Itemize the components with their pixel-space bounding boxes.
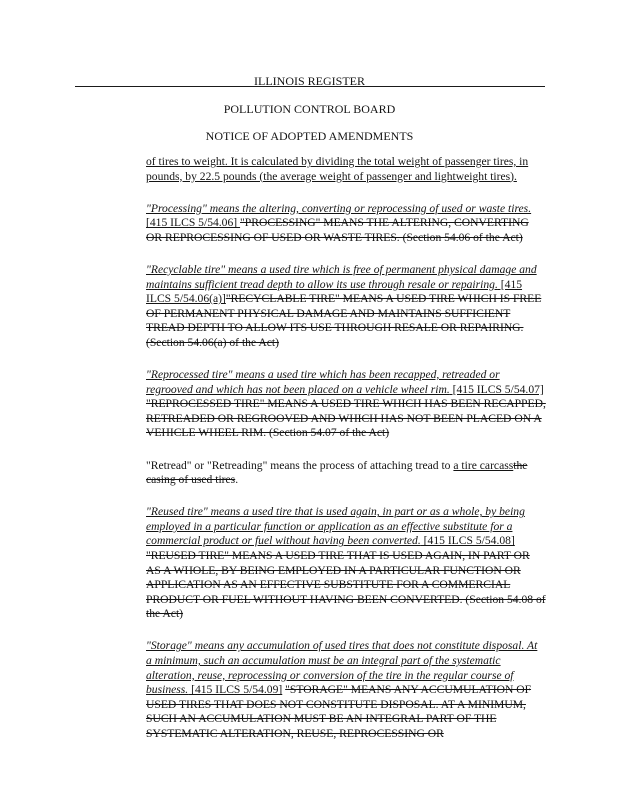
deleted-text: "REUSED TIRE" MEANS A USED TIRE THAT IS USED AGAIN, IN PART OR AS A WHOLE, BY BEING EMPLOYED IN A PARTICULAR FUNCTION OR APPLICATION AS AN EFFECTIVE SUBSTITUTE FOR A COMMERCIAL PRODUCT OR FUEL WITHOUT HAVING BEEN CONVERTED. (Section 54.08 of the Act)	[146, 548, 546, 621]
citation: [415 ILCS 5/54.08]	[420, 534, 515, 548]
deleted-text: "PROCESSING" MEANS THE ALTERING, CONVERTING OR REPROCESSING OF USED OR WASTE TIRES. (Section 54.06 of the Act)	[146, 216, 529, 244]
register-title: ILLINOIS REGISTER	[254, 74, 365, 88]
deleted-text: "REPROCESSED TIRE" MEANS A USED TIRE WHICH HAS BEEN RECAPPED, RETREADED OR REGROOVED AND WHICH HAS NOT BEEN PLACED ON A VEHICLE WHEEL RIM. (Section 54.07 of the Act)	[146, 397, 546, 440]
inserted-text: "Reused tire" means a used tire that is used again, in part or as a whole, by being employed in a particular function or application as an effective substitute for a commercial product or fuel without having been converted.	[146, 505, 525, 548]
citation: [415 ILCS 5/54.09]	[188, 683, 283, 697]
inserted-text: "Reprocessed tire" means a used tire which has been recapped, retreaded or regrooved and which has not been placed on a vehicle wheel rim.	[146, 368, 500, 396]
deleted-text: "RECYCLABLE TIRE" MEANS A USED TIRE WHICH IS FREE OF PERMANENT PHYSICAL DAMAGE AND MAINTAINS SUFFICIENT TREAD DEPTH TO ALLOW ITS USE THROUGH RESALE OR REPAIRING. (Section 54.06(a) of the Act)	[146, 292, 542, 349]
plain-text: .	[235, 473, 239, 487]
paragraph-storage	[146, 639, 546, 741]
inserted-text: a tire carcass	[453, 458, 514, 472]
paragraph-weight-definition	[146, 155, 546, 184]
citation: [415 ILCS 5/54.06(a)]	[146, 277, 523, 306]
citation: [415 ILCS 5/54.06]	[146, 216, 241, 230]
plain-text: "Retread" or "Retreading" means the process of attaching tread to	[146, 458, 454, 472]
notice-title: NOTICE OF ADOPTED AMENDMENTS	[205, 129, 414, 143]
paragraph-reprocessed-tire	[146, 368, 546, 441]
paragraph-reused-tire	[146, 505, 546, 622]
header-rule	[75, 86, 545, 87]
paragraph-processing	[146, 202, 546, 246]
document-body	[146, 155, 546, 759]
paragraph-retread	[146, 459, 546, 488]
inserted-text: "Recyclable tire" means a used tire which is free of permanent physical damage and maintains sufficient tread depth to allow its use through resale or repairing.	[146, 262, 537, 291]
deleted-text: "STORAGE" MEANS ANY ACCUMULATION OF USED TIRES THAT DOES NOT CONSTITUTE DISPOSAL. AT A MINIMUM, SUCH AN ACCUMULATION MUST BE AN INTEGRAL PART OF THE SYSTEMATIC ALTERATION, REUSE, REPROCESSING OR	[146, 683, 532, 740]
citation: [415 ILCS 5/54.07]	[449, 382, 544, 396]
inserted-text: "Storage" means any accumulation of used tires that does not constitute disposal. At a minimum, such an accumulation must be an integral part of the systematic alteration, reuse, reprocessing or conversion of the tire in the regular course of business.	[146, 639, 538, 697]
paragraph-recyclable-tire	[146, 263, 546, 351]
inserted-text: of tires to weight. It is calculated by dividing the total weight of passenger tires, in pounds, by 22.5 pounds (the average weight of passenger and lightweight tires).	[146, 155, 529, 183]
deleted-text: the casing of used tires	[146, 458, 528, 487]
inserted-text: "Processing" means the altering, converting or reprocessing of used or waste tires.	[146, 201, 532, 215]
board-name: POLLUTION CONTROL BOARD	[223, 102, 396, 116]
